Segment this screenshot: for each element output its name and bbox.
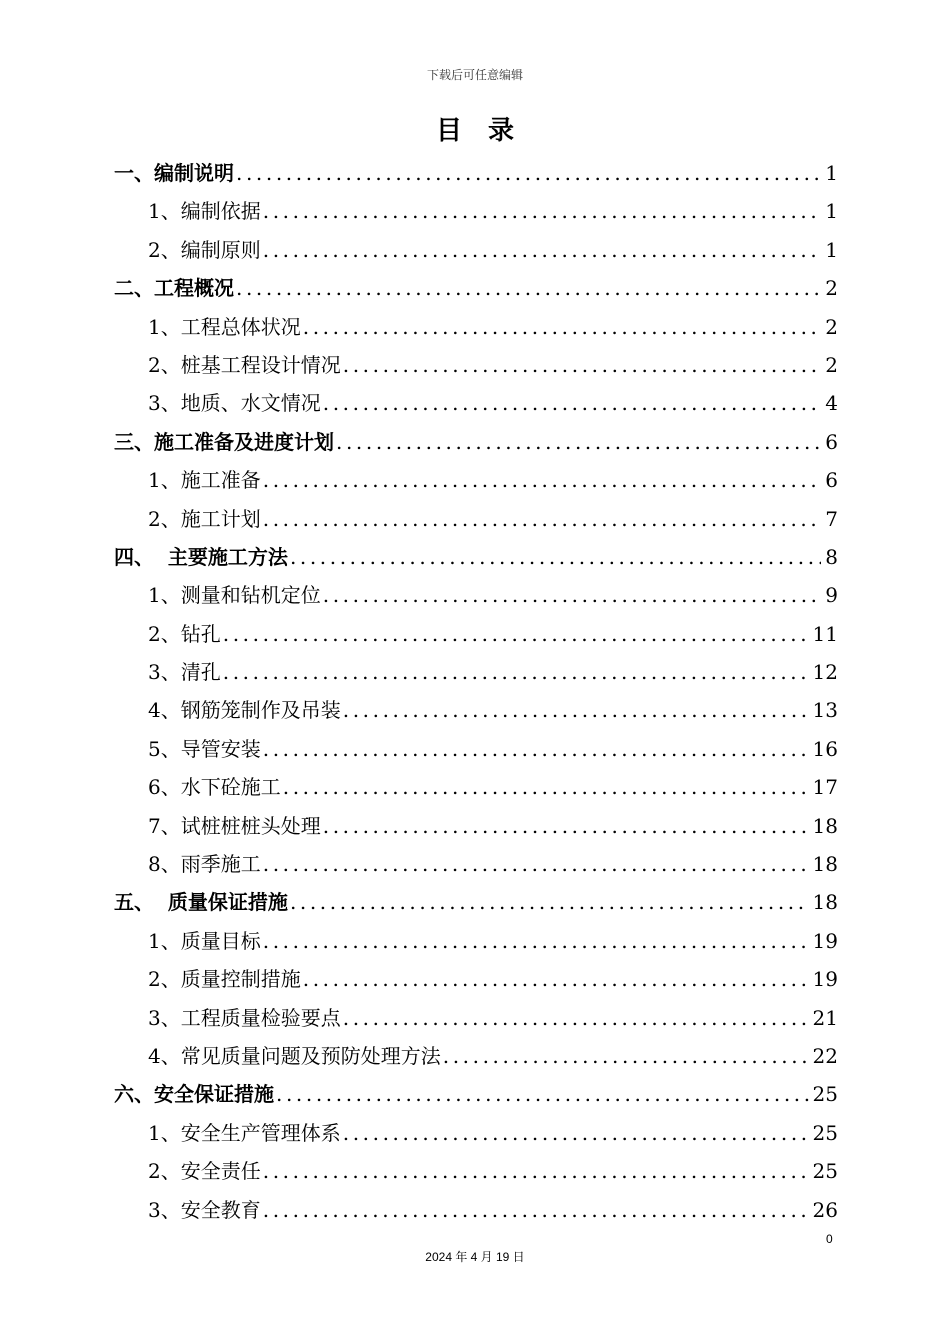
toc-entry-page: 18 bbox=[812, 813, 838, 838]
toc-entry-4-4[interactable] bbox=[114, 691, 838, 729]
toc-entry-label: 1、编制依据 bbox=[148, 199, 261, 224]
toc-leader-dots bbox=[323, 384, 822, 422]
toc-entry-page: 4 bbox=[825, 391, 838, 416]
toc-entry-3[interactable] bbox=[114, 423, 838, 461]
toc-entry-4-2[interactable] bbox=[114, 615, 838, 653]
toc-leader-dots bbox=[290, 538, 821, 576]
toc-entry-label: 三、施工准备及进度计划 bbox=[114, 429, 334, 454]
toc-leader-dots bbox=[263, 231, 822, 269]
toc-entry-label: 3、清孔 bbox=[148, 660, 221, 685]
table-of-contents bbox=[114, 154, 838, 1229]
toc-entry-4-8[interactable] bbox=[114, 845, 838, 883]
toc-entry-5-1[interactable] bbox=[114, 922, 838, 960]
toc-entry-4-5[interactable] bbox=[114, 730, 838, 768]
toc-entry-page: 13 bbox=[812, 698, 838, 723]
toc-entry-5-2[interactable] bbox=[114, 960, 838, 998]
toc-entry-6-1[interactable] bbox=[114, 1114, 838, 1152]
toc-entry-6[interactable] bbox=[114, 1075, 838, 1113]
toc-entry-1[interactable] bbox=[114, 154, 838, 192]
toc-entry-page: 11 bbox=[812, 621, 838, 646]
toc-entry-page: 21 bbox=[812, 1005, 838, 1030]
toc-entry-3-2[interactable] bbox=[114, 500, 838, 538]
toc-leader-dots bbox=[303, 308, 822, 346]
toc-entry-label: 四、 主要施工方法 bbox=[114, 544, 288, 569]
toc-leader-dots bbox=[263, 1191, 809, 1229]
toc-entry-label: 8、雨季施工 bbox=[148, 852, 261, 877]
toc-entry-label: 3、工程质量检验要点 bbox=[148, 1005, 341, 1030]
toc-entry-2[interactable] bbox=[114, 269, 838, 307]
toc-entry-page: 26 bbox=[812, 1197, 838, 1222]
toc-entry-4-7[interactable] bbox=[114, 807, 838, 845]
toc-leader-dots bbox=[290, 883, 809, 921]
toc-entry-1-1[interactable] bbox=[114, 192, 838, 230]
toc-entry-page: 12 bbox=[812, 660, 838, 685]
toc-entry-label: 2、质量控制措施 bbox=[148, 967, 301, 992]
toc-entry-page: 6 bbox=[825, 429, 838, 454]
toc-entry-label: 1、施工准备 bbox=[148, 468, 261, 493]
toc-entry-page: 22 bbox=[812, 1043, 838, 1068]
toc-entry-page: 25 bbox=[812, 1120, 838, 1145]
toc-entry-label: 3、地质、水文情况 bbox=[148, 391, 321, 416]
toc-entry-label: 2、施工计划 bbox=[148, 506, 261, 531]
toc-entry-label: 7、试桩桩桩头处理 bbox=[148, 813, 321, 838]
toc-entry-page: 2 bbox=[825, 314, 838, 339]
toc-leader-dots bbox=[343, 999, 809, 1037]
toc-entry-label: 二、工程概况 bbox=[114, 276, 234, 301]
toc-entry-6-2[interactable] bbox=[114, 1152, 838, 1190]
toc-entry-page: 2 bbox=[825, 352, 838, 377]
toc-leader-dots bbox=[223, 653, 809, 691]
toc-entry-label: 1、安全生产管理体系 bbox=[148, 1120, 341, 1145]
toc-entry-page: 17 bbox=[812, 775, 838, 800]
toc-entry-page: 9 bbox=[825, 583, 838, 608]
toc-entry-1-2[interactable] bbox=[114, 231, 838, 269]
toc-entry-2-1[interactable] bbox=[114, 308, 838, 346]
toc-entry-page: 19 bbox=[812, 967, 838, 992]
toc-entry-label: 一、编制说明 bbox=[114, 161, 234, 185]
toc-leader-dots bbox=[303, 960, 809, 998]
toc-leader-dots bbox=[343, 346, 822, 384]
toc-entry-page: 18 bbox=[812, 890, 838, 915]
toc-leader-dots bbox=[263, 461, 822, 499]
page-header: 下载后可任意编辑 bbox=[426, 68, 523, 82]
toc-leader-dots bbox=[236, 154, 821, 192]
toc-entry-page: 1 bbox=[825, 237, 838, 262]
toc-leader-dots bbox=[343, 1114, 809, 1152]
toc-leader-dots bbox=[263, 845, 809, 883]
toc-entry-label: 6、水下砼施工 bbox=[148, 775, 281, 800]
toc-entry-page: 25 bbox=[812, 1159, 838, 1184]
toc-entry-label: 2、桩基工程设计情况 bbox=[148, 352, 341, 377]
toc-leader-dots bbox=[236, 269, 821, 307]
toc-leader-dots bbox=[323, 576, 822, 614]
toc-entry-4[interactable] bbox=[114, 538, 838, 576]
toc-leader-dots bbox=[263, 192, 822, 230]
toc-leader-dots bbox=[443, 1037, 809, 1075]
toc-entry-label: 五、 质量保证措施 bbox=[114, 890, 288, 915]
toc-leader-dots bbox=[223, 615, 809, 653]
toc-leader-dots bbox=[263, 730, 809, 768]
toc-leader-dots bbox=[276, 1075, 809, 1113]
toc-leader-dots bbox=[263, 1152, 809, 1190]
toc-title: 目录 bbox=[435, 116, 540, 146]
toc-entry-page: 1 bbox=[825, 199, 838, 224]
toc-entry-page: 6 bbox=[825, 468, 838, 493]
toc-entry-label: 1、工程总体状况 bbox=[148, 314, 301, 339]
toc-entry-page: 16 bbox=[812, 736, 838, 761]
toc-entry-5[interactable] bbox=[114, 883, 838, 921]
toc-entry-4-3[interactable] bbox=[114, 653, 838, 691]
toc-entry-label: 1、质量目标 bbox=[148, 928, 261, 953]
toc-leader-dots bbox=[263, 500, 822, 538]
toc-entry-label: 4、常见质量问题及预防处理方法 bbox=[148, 1043, 441, 1068]
toc-leader-dots bbox=[263, 922, 809, 960]
toc-entry-4-6[interactable] bbox=[114, 768, 838, 806]
toc-entry-label: 4、钢筋笼制作及吊装 bbox=[148, 698, 341, 723]
toc-entry-2-3[interactable] bbox=[114, 384, 838, 422]
toc-entry-2-2[interactable] bbox=[114, 346, 838, 384]
toc-entry-page: 19 bbox=[812, 928, 838, 953]
toc-entry-label: 5、导管安装 bbox=[148, 736, 261, 761]
toc-entry-page: 8 bbox=[825, 544, 838, 569]
toc-entry-5-3[interactable] bbox=[114, 999, 838, 1037]
toc-entry-page: 18 bbox=[812, 852, 838, 877]
toc-leader-dots bbox=[336, 423, 821, 461]
toc-entry-page: 1 bbox=[825, 161, 838, 185]
toc-leader-dots bbox=[283, 768, 809, 806]
toc-entry-5-4[interactable] bbox=[114, 1037, 838, 1075]
toc-leader-dots bbox=[343, 691, 809, 729]
toc-entry-page: 7 bbox=[825, 506, 838, 531]
toc-entry-3-1[interactable] bbox=[114, 461, 838, 499]
toc-leader-dots bbox=[323, 807, 809, 845]
toc-entry-6-3[interactable] bbox=[114, 1191, 838, 1229]
toc-entry-label: 3、安全教育 bbox=[148, 1197, 261, 1222]
toc-entry-label: 六、安全保证措施 bbox=[114, 1082, 274, 1107]
toc-entry-4-1[interactable] bbox=[114, 576, 838, 614]
toc-entry-label: 2、钻孔 bbox=[148, 621, 221, 646]
toc-entry-page: 25 bbox=[812, 1082, 838, 1107]
footer-date: 2024 年 4 月 19 日 bbox=[425, 1250, 525, 1264]
toc-entry-label: 1、测量和钻机定位 bbox=[148, 583, 321, 608]
toc-entry-page: 2 bbox=[825, 276, 838, 301]
toc-entry-label: 2、编制原则 bbox=[148, 237, 261, 262]
toc-entry-label: 2、安全责任 bbox=[148, 1159, 261, 1184]
page-number: 0 bbox=[826, 1232, 833, 1246]
